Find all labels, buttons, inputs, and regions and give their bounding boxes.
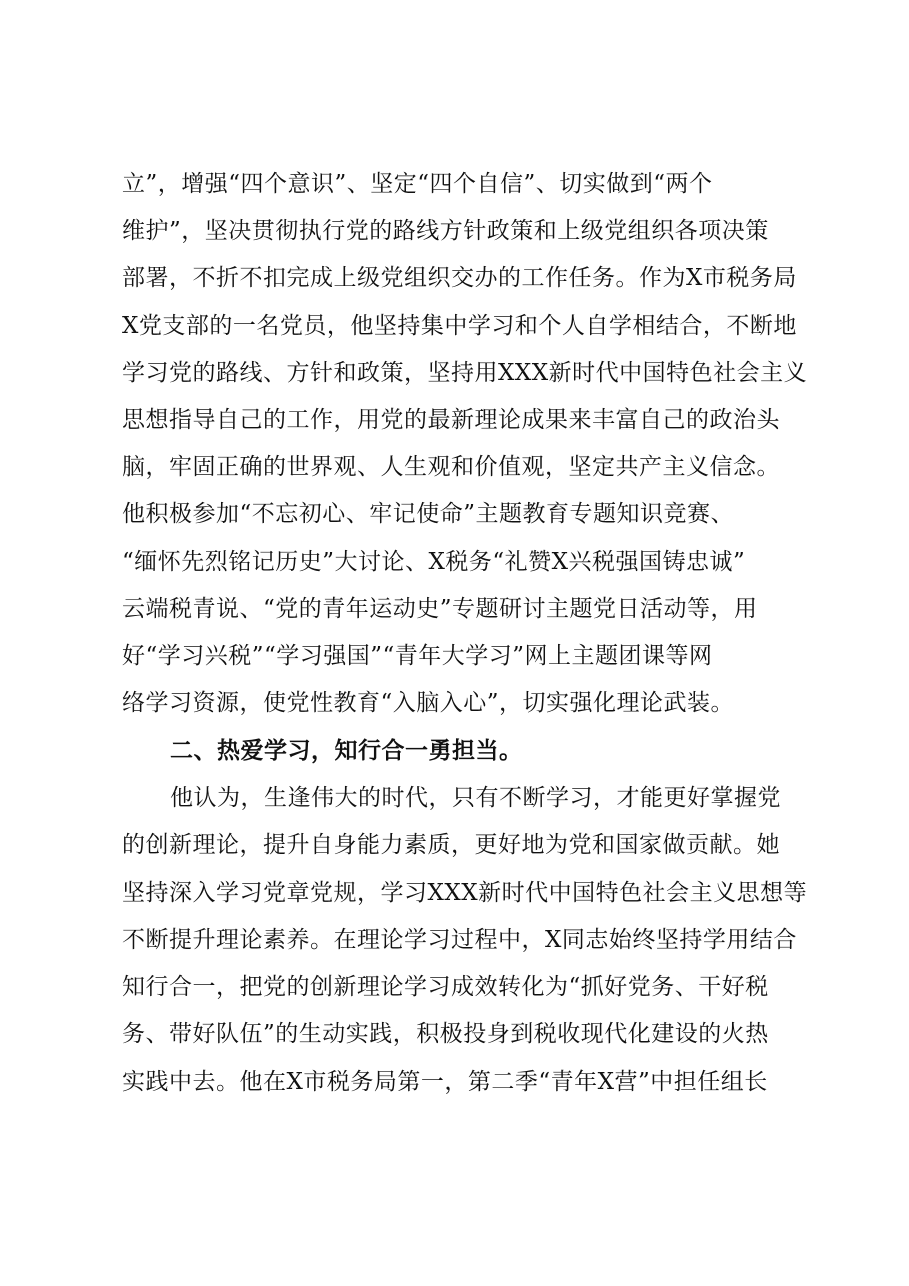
paragraph2-line-1: 他认为，生逢伟大的时代，只有不断学习，才能更好掌握党 <box>170 785 781 811</box>
paragraph1-line-5: 学习党的路线、方针和政策，坚持用XXX新时代中国特色社会主义 <box>122 360 808 386</box>
paragraph2-line-3: 坚持深入学习党章党规，学习XXX新时代中国特色社会主义思想等 <box>122 880 808 906</box>
paragraph1-line-6: 思想指导自己的工作，用党的最新理论成果来丰富自己的政治头 <box>122 407 780 433</box>
paragraph1-line-7: 脑，牢固正确的世界观、人生观和价值观，坚定共产主义信念。 <box>122 454 780 480</box>
paragraph1-line-12: 络学习资源，使党性教育“入脑入心”，切实强化理论武装。 <box>122 690 735 716</box>
section-heading: 二、热爱学习，知行合一勇担当。 <box>170 738 523 764</box>
paragraph1-line-10: 云端税青说、“党的青年运动史”专题研讨主题党日活动等，用 <box>122 596 758 622</box>
paragraph2-line-7: 实践中去。他在X市税务局第一，第二季“青年X营”中担任组长 <box>122 1069 768 1095</box>
paragraph1-line-2: 维护”，坚决贯彻执行党的路线方针政策和上级党组织各项决策 <box>122 218 769 244</box>
paragraph2-line-5: 知行合一，把党的创新理论学习成效转化为“抓好党务、干好税 <box>122 974 769 1000</box>
paragraph1-line-4: X党支部的一名党员，他坚持集中学习和个人自学相结合，不断地 <box>122 313 797 339</box>
paragraph1-line-11: 好“学习兴税”“学习强国”“青年大学习”网上主题团课等网 <box>122 643 713 669</box>
paragraph1-line-8: 他积极参加“不忘初心、牢记使命”主题教育专题知识竞赛、 <box>122 501 735 527</box>
paragraph1-line-3: 部署，不折不扣完成上级党组织交办的工作任务。作为X市税务局 <box>122 265 797 291</box>
paragraph2-line-2: 的创新理论，提升自身能力素质，更好地为党和国家做贡献。她 <box>122 832 780 858</box>
paragraph1-line-1: 立”，增强“四个意识”、坚定“四个自信”、切实做到“两个 <box>122 171 713 197</box>
paragraph1-line-9: “缅怀先烈铭记历史”大讨论、X税务“礼赞X兴税强国铸忠诚” <box>122 549 746 575</box>
paragraph2-line-6: 务、带好队伍”的生动实践，积极投身到税收现代化建设的火热 <box>122 1021 769 1047</box>
paragraph2-line-4: 不断提升理论素养。在理论学习过程中，X同志始终坚持学用结合 <box>122 927 797 953</box>
